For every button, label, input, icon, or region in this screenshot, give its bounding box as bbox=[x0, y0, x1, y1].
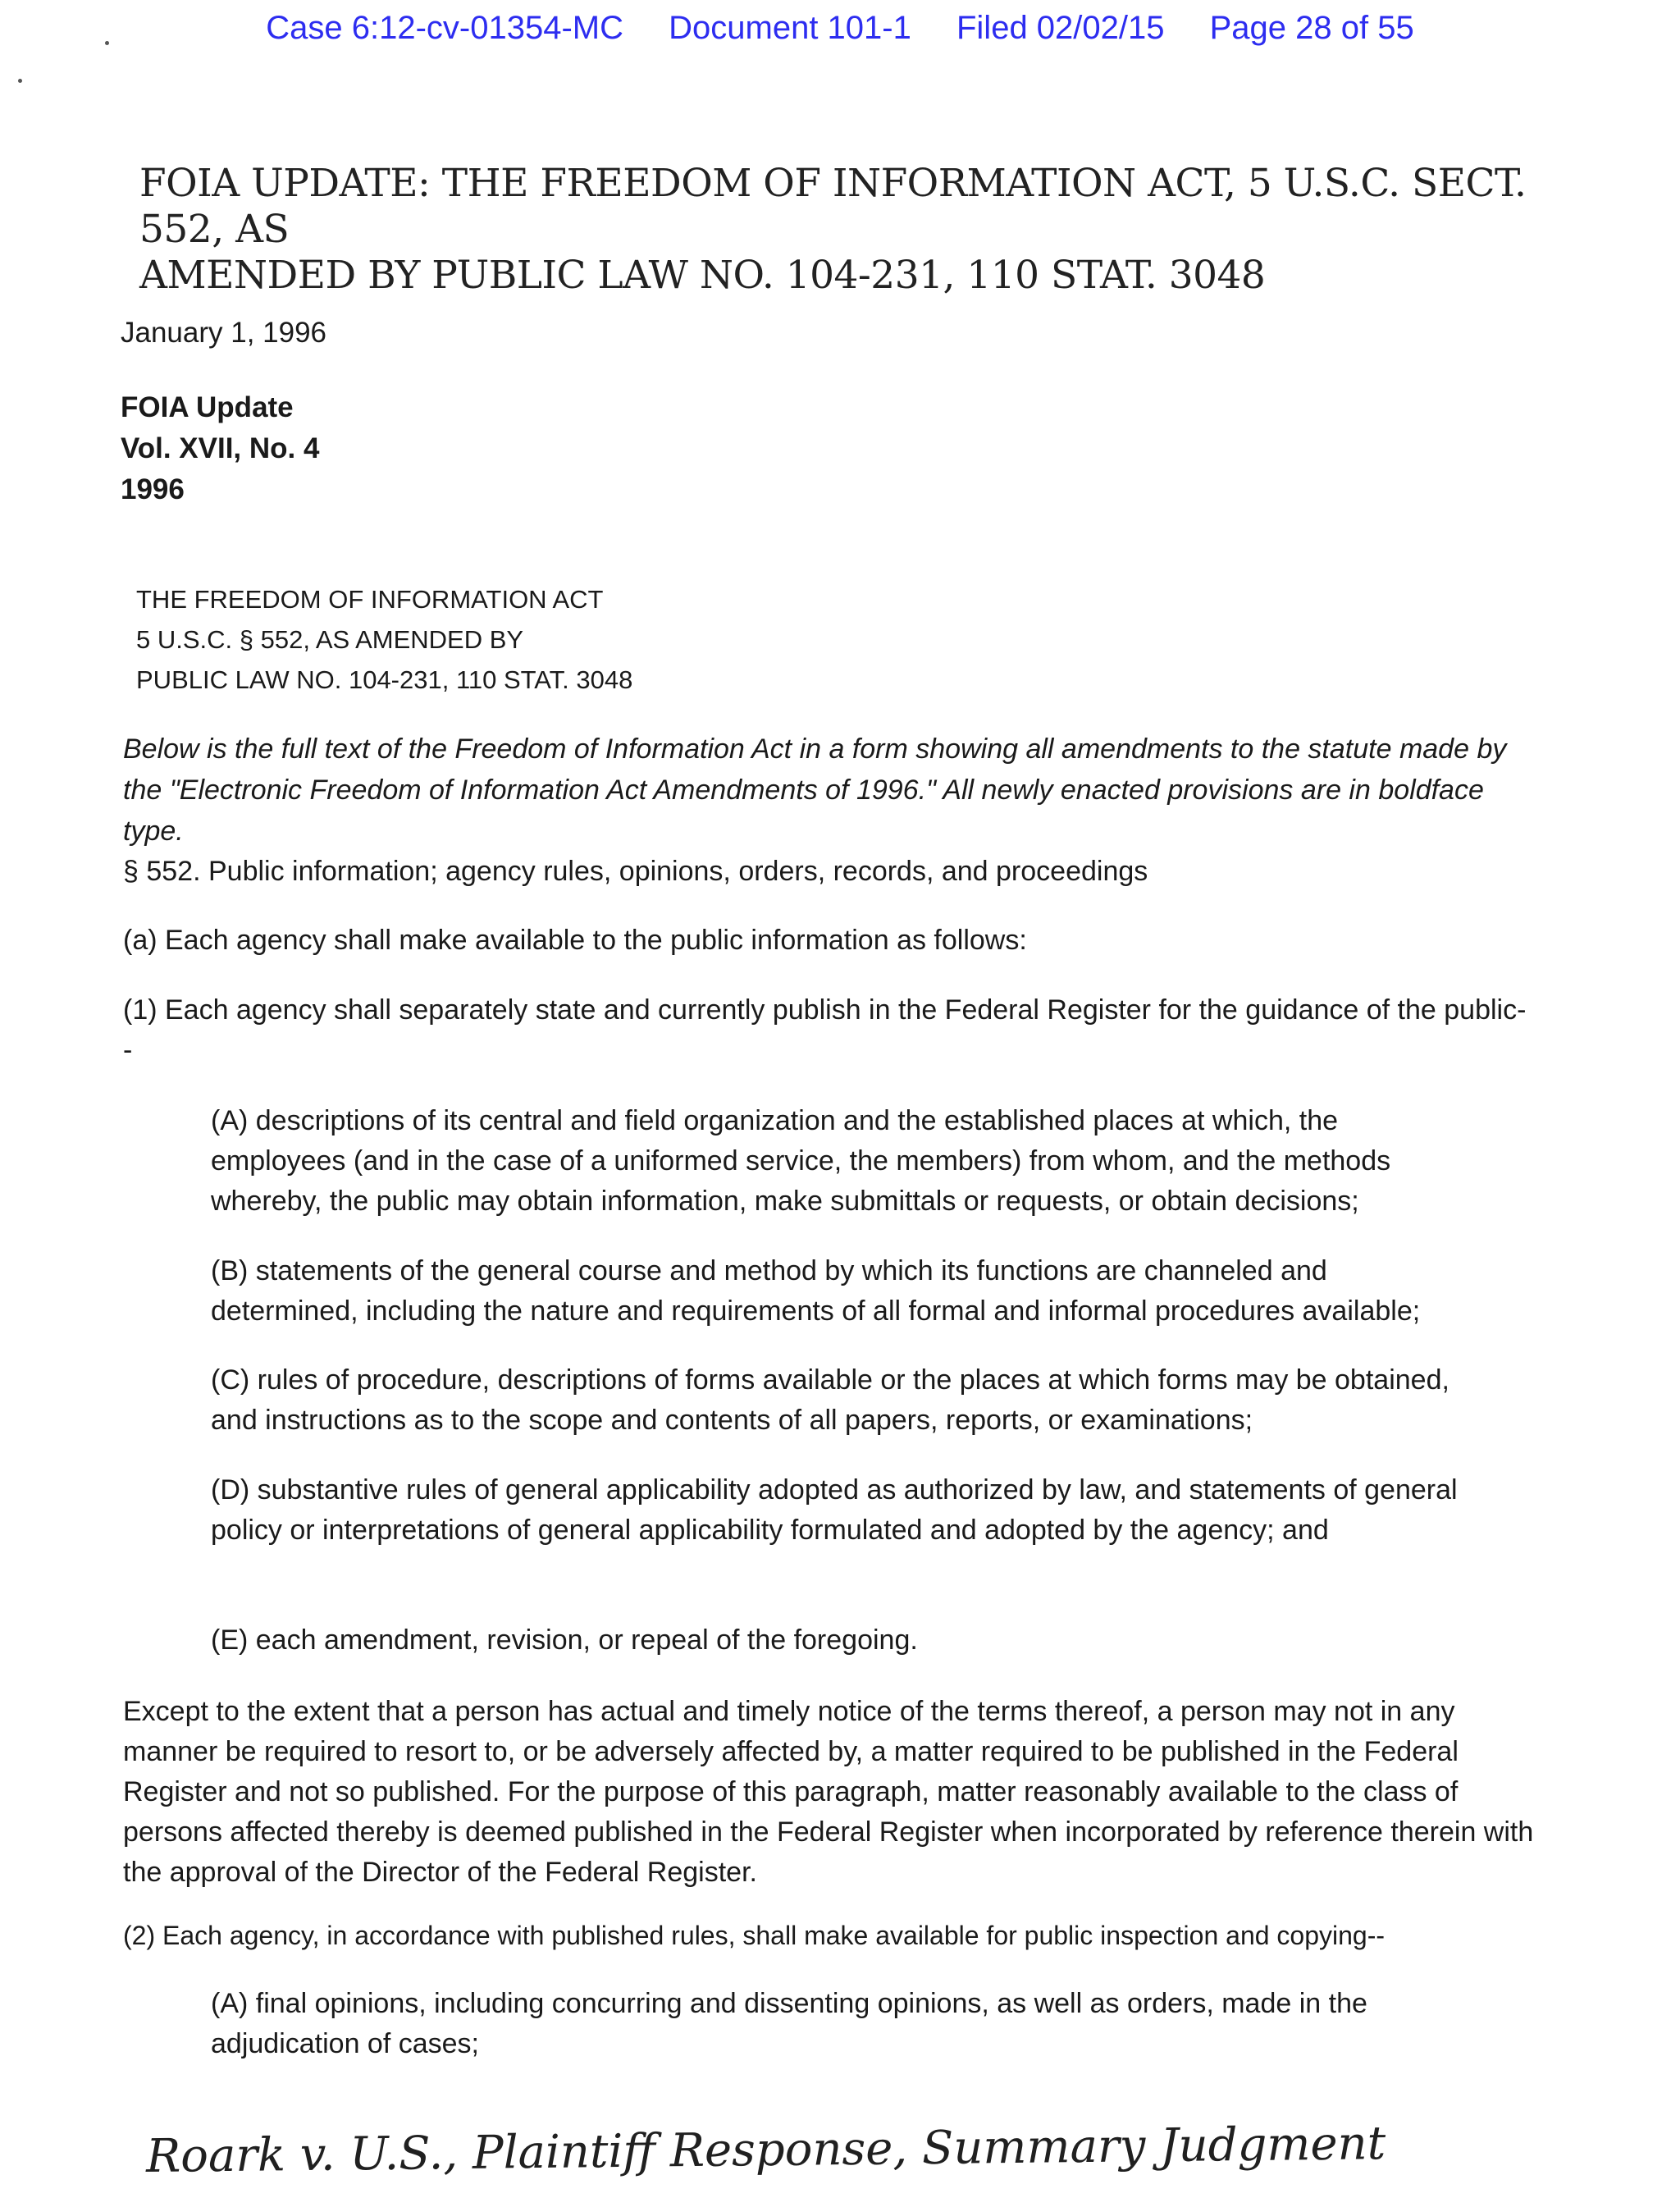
case-number: Case 6:12-cv-01354-MC bbox=[266, 10, 623, 46]
act-heading-line-1: THE FREEDOM OF INFORMATION ACT bbox=[136, 585, 604, 614]
title-line-2: AMENDED BY PUBLIC LAW NO. 104-231, 110 STAT. 3048 bbox=[139, 253, 1266, 298]
intro-paragraph: Below is the full text of the Freedom of Information Act in a form showing all amendments to the statute made by the "Electronic Freedom of Information Act Amendments of 1996." All newly enacted provisions are in boldface type. bbox=[123, 733, 1507, 847]
foia-update-block bbox=[121, 387, 319, 510]
scan-speck bbox=[105, 41, 109, 45]
section-title: § 552. Public information; agency rules, opinions, orders, records, and proceedings bbox=[123, 856, 1148, 887]
document-number: Document 101-1 bbox=[669, 10, 911, 46]
paragraph-2: (2) Each agency, in accordance with published rules, shall make available for public inspection and copying-- bbox=[123, 1921, 1386, 1950]
document-title bbox=[139, 161, 1567, 299]
filed-date: Filed 02/02/15 bbox=[956, 10, 1165, 46]
act-heading bbox=[136, 579, 632, 700]
act-heading-line-2: 5 U.S.C. § 552, AS AMENDED BY bbox=[136, 625, 524, 654]
item-1-a: (A) descriptions of its central and field organization and the established places at which, the employees (and in the case of a uniformed service, the members) from whom, and the methods whereby, the public may obtain information, make submittals or requests, or obtain decisions; bbox=[211, 1105, 1391, 1217]
item-1-d: (D) substantive rules of general applicability adopted as authorized by law, and statements of general policy or interpretations of general applicability formulated and adopted by the agency; and bbox=[211, 1474, 1458, 1546]
publication-date: January 1, 1996 bbox=[121, 317, 327, 349]
item-2-a: (A) final opinions, including concurring and dissenting opinions, as well as orders, made in the adjudication of cases; bbox=[211, 1988, 1367, 2059]
paragraph-1: (1) Each agency shall separately state and currently publish in the Federal Register for the guidance of the public-- bbox=[123, 994, 1527, 1066]
update-name: FOIA Update bbox=[121, 391, 294, 423]
act-heading-line-3: PUBLIC LAW NO. 104-231, 110 STAT. 3048 bbox=[136, 665, 633, 694]
update-year: 1996 bbox=[121, 473, 185, 505]
page-number: Page 28 of 55 bbox=[1209, 10, 1414, 46]
handwritten-note: Roark v. U.S., Plaintiff Response, Summary Judgment bbox=[145, 2117, 1386, 2183]
item-1-b: (B) statements of the general course and method by which its functions are channeled and determined, including the nature and requirements of all formal and informal procedures available; bbox=[211, 1255, 1421, 1327]
scan-speck bbox=[18, 79, 22, 83]
update-volume: Vol. XVII, No. 4 bbox=[121, 432, 320, 464]
case-header bbox=[0, 10, 1680, 47]
item-1-c: (C) rules of procedure, descriptions of forms available or the places at which forms may be obtained, and instructions as to the scope and contents of all papers, reports, or examinations; bbox=[211, 1364, 1449, 1436]
item-1-e: (E) each amendment, revision, or repeal of the foregoing. bbox=[211, 1624, 918, 1656]
paragraph-a: (a) Each agency shall make available to the public information as follows: bbox=[123, 925, 1027, 956]
except-paragraph: Except to the extent that a person has actual and timely notice of the terms thereof, a person may not in any manner be required to resort to, or be adversely affected by, a matter required to be published in the Federal Register and not so published. For the purpose of this paragraph, matter reasonably available to the class of persons affected thereby is deemed published in the Federal Register when incorporated by reference therein with the approval of the Director of the Federal Register. bbox=[123, 1696, 1534, 1888]
title-line-1: FOIA UPDATE: THE FREEDOM OF INFORMATION ACT, 5 U.S.C. SECT. 552, AS bbox=[139, 161, 1527, 252]
